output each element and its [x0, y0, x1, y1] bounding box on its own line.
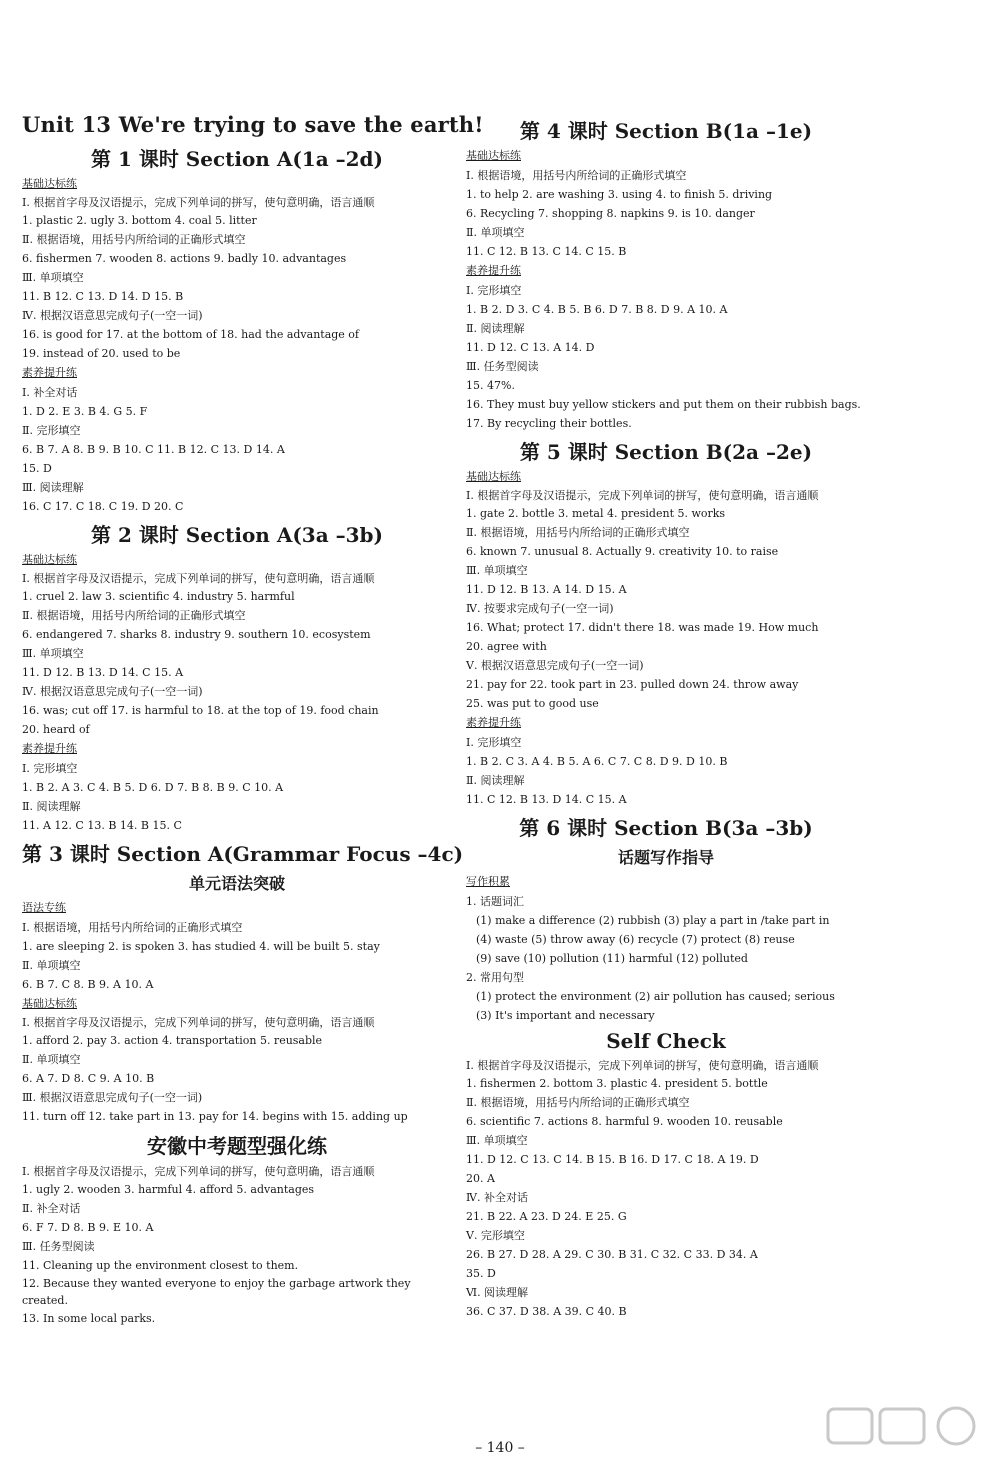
answer-line: Ⅰ. 完形填空 — [466, 284, 522, 297]
answer-line: 16. is good for 17. at the bottom of 18. had the advantage of — [22, 328, 360, 341]
answer-line: 25. was put to good use — [466, 697, 599, 710]
practice-label: 基础达标练 — [466, 470, 521, 483]
practice-label: 素养提升练 — [22, 742, 77, 755]
answer-line: 11. C 12. B 13. D 14. C 15. A — [466, 793, 627, 806]
watermark-char-circle — [938, 1408, 974, 1444]
answer-line: 1. cruel 2. law 3. scientific 4. industry 5. harmful — [22, 590, 295, 603]
answer-line: 1. gate 2. bottle 3. metal 4. president 5. works — [466, 507, 726, 520]
answer-line: Ⅱ. 阅读理解 — [466, 774, 525, 787]
answer-line: Ⅰ. 根据语境，用括号内所给词的正确形式填空 — [466, 169, 687, 182]
practice-label: 写作积累 — [466, 875, 510, 888]
watermark-logo — [820, 1405, 990, 1467]
answer-line: 2. 常用句型 — [466, 971, 524, 984]
answer-line: Ⅳ. 补全对话 — [466, 1191, 528, 1204]
answer-line: (1) make a difference (2) rubbish (3) play a part in /take part in — [476, 914, 830, 927]
answer-line: 1. D 2. E 3. B 4. G 5. F — [22, 405, 148, 418]
answer-line: Ⅲ. 根据汉语意思完成句子(一空一词) — [22, 1091, 203, 1104]
answer-line: Ⅰ. 根据首字母及汉语提示，完成下列单词的拼写，使句意明确，语言通顺 — [466, 489, 819, 502]
answer-line: Ⅱ. 根据语境，用括号内所给词的正确形式填空 — [22, 233, 246, 246]
answer-line: Ⅰ. 完形填空 — [466, 736, 522, 749]
answer-line: Ⅰ. 补全对话 — [22, 386, 78, 399]
answer-line: 6. scientific 7. actions 8. harmful 9. wooden 10. reusable — [466, 1115, 783, 1128]
answer-line: 21. pay for 22. took part in 23. pulled down 24. throw away — [466, 678, 799, 691]
answer-line: 6. endangered 7. sharks 8. industry 9. southern 10. ecosystem — [22, 628, 371, 641]
answer-line: (3) It's important and necessary — [476, 1009, 655, 1022]
lesson-heading: 第 2 课时 Section A(3a –3b) — [90, 523, 383, 547]
answer-line: 16. They must buy yellow stickers and put them on their rubbish bags. — [466, 398, 861, 411]
answer-line: 1. ugly 2. wooden 3. harmful 4. afford 5. advantages — [22, 1183, 315, 1196]
answer-line: 20. agree with — [466, 640, 547, 653]
answer-line: Ⅰ. 根据首字母及汉语提示，完成下列单词的拼写，使句意明确，语言通顺 — [22, 196, 375, 209]
answer-line: Ⅴ. 根据汉语意思完成句子(一空一词) — [466, 659, 644, 672]
answer-line: 1. are sleeping 2. is spoken 3. has studied 4. will be built 5. stay — [22, 940, 380, 953]
answer-line: 20. A — [466, 1172, 495, 1185]
answer-line: 1. B 2. D 3. C 4. B 5. B 6. D 7. B 8. D 9. A 10. A — [466, 303, 728, 316]
lesson-heading: 第 3 课时 Section A(Grammar Focus –4c) — [22, 842, 464, 866]
answer-line: 17. By recycling their bottles. — [466, 417, 632, 430]
answer-line: 1. afford 2. pay 3. action 4. transportation 5. reusable — [22, 1034, 323, 1047]
practice-label: 素养提升练 — [22, 366, 77, 379]
answer-line: Ⅱ. 根据语境，用括号内所给词的正确形式填空 — [466, 526, 690, 539]
sub-heading: 话题写作指导 — [617, 848, 714, 867]
answer-line: 19. instead of 20. used to be — [22, 347, 181, 360]
answer-line: 21. B 22. A 23. D 24. E 25. G — [466, 1210, 627, 1223]
answer-line: 1. B 2. C 3. A 4. B 5. A 6. C 7. C 8. D 9. D 10. B — [466, 755, 728, 768]
answer-line: Ⅰ. 根据首字母及汉语提示，完成下列单词的拼写，使句意明确，语言通顺 — [22, 572, 375, 585]
answer-line: Ⅱ. 补全对话 — [22, 1202, 81, 1215]
practice-label: 基础达标练 — [22, 177, 77, 190]
answer-line: Ⅰ. 完形填空 — [22, 762, 78, 775]
answer-line: 6. Recycling 7. shopping 8. napkins 9. is 10. danger — [466, 207, 755, 220]
right-column — [466, 112, 866, 1321]
answer-line: 6. known 7. unusual 8. Actually 9. creativity 10. to raise — [466, 545, 779, 558]
lesson-heading: 第 6 课时 Section B(3a –3b) — [519, 816, 813, 840]
answer-line: Ⅱ. 根据语境，用括号内所给词的正确形式填空 — [466, 1096, 690, 1109]
answer-line: 11. D 12. B 13. A 14. D 15. A — [466, 583, 627, 596]
answer-line: 20. heard of — [22, 723, 90, 736]
answer-line: Ⅲ. 单项填空 — [22, 271, 84, 284]
answer-line: 16. C 17. C 18. C 19. D 20. C — [22, 500, 184, 513]
answer-line: Ⅱ. 阅读理解 — [466, 322, 525, 335]
answer-line: 1. B 2. A 3. C 4. B 5. D 6. D 7. B 8. B 9. C 10. A — [22, 781, 284, 794]
watermark-char-box-1 — [828, 1409, 872, 1443]
answer-line: 15. D — [22, 462, 52, 475]
answer-line: 36. C 37. D 38. A 39. C 40. B — [466, 1305, 627, 1318]
lesson-heading: 第 5 课时 Section B(2a –2e) — [519, 440, 813, 464]
answer-line: Ⅲ. 阅读理解 — [22, 481, 84, 494]
answer-line: 15. 47%. — [466, 379, 515, 392]
answer-line: (4) waste (5) throw away (6) recycle (7) protect (8) reuse — [476, 933, 795, 946]
answer-line: Ⅱ. 单项填空 — [22, 959, 81, 972]
answer-line: (9) save (10) pollution (11) harmful (12) polluted — [476, 952, 748, 965]
answer-line: 16. was; cut off 17. is harmful to 18. at the top of 19. food chain — [22, 704, 379, 717]
answer-line: 6. F 7. D 8. B 9. E 10. A — [22, 1221, 154, 1234]
practice-label: 基础达标练 — [22, 997, 77, 1010]
answer-line: 6. fishermen 7. wooden 8. actions 9. badly 10. advantages — [22, 252, 347, 265]
answer-line: Ⅱ. 单项填空 — [22, 1053, 81, 1066]
answer-line: Ⅵ. 阅读理解 — [466, 1286, 529, 1299]
answer-line: 11. D 12. C 13. C 14. B 15. B 16. D 17. C 18. A 19. D — [466, 1153, 759, 1166]
practice-label: 基础达标练 — [466, 149, 521, 162]
answer-line: 11. D 12. B 13. D 14. C 15. A — [22, 666, 184, 679]
answer-line: 1. 话题词汇 — [466, 895, 524, 908]
answer-line: 35. D — [466, 1267, 496, 1280]
answer-line: Ⅴ. 完形填空 — [466, 1229, 525, 1242]
practice-label: 素养提升练 — [466, 264, 521, 277]
answer-line: 26. B 27. D 28. A 29. C 30. B 31. C 32. C 33. D 34. A — [466, 1248, 758, 1261]
answer-line: 1. to help 2. are washing 3. using 4. to finish 5. driving — [466, 188, 773, 201]
answer-line: 13. In some local parks. — [22, 1312, 156, 1325]
answer-line: Ⅱ. 阅读理解 — [22, 800, 81, 813]
answer-line: 11. C 12. B 13. C 14. C 15. B — [466, 245, 627, 258]
answer-line: 11. turn off 12. take part in 13. pay for 14. begins with 15. adding up — [22, 1110, 408, 1123]
answer-line: 6. B 7. C 8. B 9. A 10. A — [22, 978, 154, 991]
answer-line: Ⅱ. 单项填空 — [466, 226, 525, 239]
watermark-char-box-2 — [880, 1409, 924, 1443]
answer-line: 1. fishermen 2. bottom 3. plastic 4. president 5. bottle — [466, 1077, 768, 1090]
section-heading: 安徽中考题型强化练 — [147, 1134, 327, 1158]
answer-line: Ⅳ. 根据汉语意思完成句子(一空一词) — [22, 309, 203, 322]
answer-line: Ⅲ. 任务型阅读 — [22, 1240, 95, 1253]
answer-line: Ⅱ. 根据语境，用括号内所给词的正确形式填空 — [22, 609, 246, 622]
practice-label: 语法专练 — [22, 901, 66, 914]
lesson-heading: 第 1 课时 Section A(1a –2d) — [90, 147, 383, 171]
section-heading: Self Check — [606, 1029, 726, 1053]
answer-line: 6. B 7. A 8. B 9. B 10. C 11. B 12. C 13. D 14. A — [22, 443, 285, 456]
answer-line: Ⅳ. 按要求完成句子(一空一词) — [466, 602, 614, 615]
answer-line: Ⅱ. 完形填空 — [22, 424, 81, 437]
unit-title: Unit 13 We're trying to save the earth! — [22, 112, 484, 137]
page-number: – 140 – — [475, 1440, 525, 1456]
answer-line: Ⅲ. 单项填空 — [22, 647, 84, 660]
sub-heading: 单元语法突破 — [188, 874, 285, 893]
answer-line: Ⅲ. 单项填空 — [466, 1134, 528, 1147]
answer-line: (1) protect the environment (2) air pollution has caused; serious — [476, 990, 835, 1003]
answer-line: Ⅰ. 根据首字母及汉语提示，完成下列单词的拼写，使句意明确，语言通顺 — [22, 1165, 375, 1178]
answer-line: 6. A 7. D 8. C 9. A 10. B — [22, 1072, 155, 1085]
answer-line: 11. Cleaning up the environment closest to them. — [22, 1259, 299, 1272]
answer-line: Ⅲ. 单项填空 — [466, 564, 528, 577]
answer-line: 11. A 12. C 13. B 14. B 15. C — [22, 819, 182, 832]
answer-line: Ⅳ. 根据汉语意思完成句子(一空一词) — [22, 685, 203, 698]
lesson-heading: 第 4 课时 Section B(1a –1e) — [519, 119, 813, 143]
answer-line: 11. D 12. C 13. A 14. D — [466, 341, 595, 354]
answer-line: 16. What; protect 17. didn't there 18. was made 19. How much — [466, 621, 819, 634]
practice-label: 基础达标练 — [22, 553, 77, 566]
answer-line: 11. B 12. C 13. D 14. D 15. B — [22, 290, 184, 303]
answer-line: Ⅰ. 根据语境，用括号内所给词的正确形式填空 — [22, 921, 243, 934]
practice-label: 素养提升练 — [466, 716, 521, 729]
answer-line: Ⅰ. 根据首字母及汉语提示，完成下列单词的拼写，使句意明确，语言通顺 — [466, 1059, 819, 1072]
answer-line: Ⅰ. 根据首字母及汉语提示，完成下列单词的拼写，使句意明确，语言通顺 — [22, 1016, 375, 1029]
answer-line: 12. Because they wanted everyone to enjoy the garbage artwork they created. — [22, 1277, 411, 1307]
answer-line: Ⅲ. 任务型阅读 — [466, 360, 539, 373]
answer-line: 1. plastic 2. ugly 3. bottom 4. coal 5. litter — [22, 214, 257, 227]
